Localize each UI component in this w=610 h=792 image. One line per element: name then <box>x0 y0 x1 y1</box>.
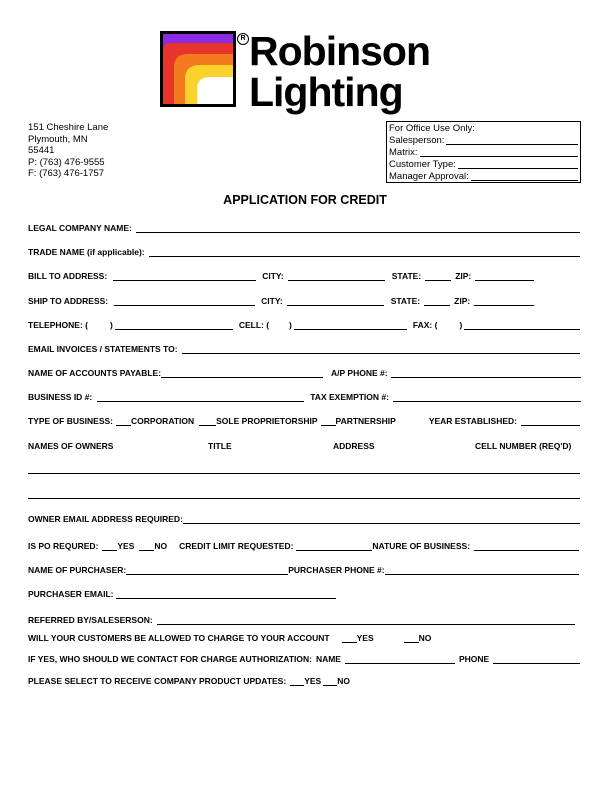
office-manager-approval-line[interactable] <box>471 171 578 181</box>
charge-no-label: NO <box>418 633 432 643</box>
brand-name-line2: Lighting <box>249 69 403 115</box>
tax-exemption-label: TAX EXEMPTION #: <box>310 392 389 402</box>
office-customer-type-line[interactable] <box>458 159 578 169</box>
bill-to-city-field[interactable] <box>288 271 385 281</box>
po-no-label: NO <box>154 541 168 551</box>
tax-exemption-field[interactable] <box>393 392 581 402</box>
owners-title-header: TITLE <box>208 441 232 451</box>
contact-question-label: IF YES, WHO SHOULD WE CONTACT FOR CHARGE AUTHORIZATION: <box>28 654 312 664</box>
po-yes-checkline[interactable] <box>102 541 117 551</box>
bill-to-zip-label: ZIP: <box>455 271 472 281</box>
updates-yes-label: YES <box>304 676 322 686</box>
legal-name-label: LEGAL COMPANY NAME: <box>28 223 132 233</box>
credit-limit-field[interactable] <box>296 541 372 551</box>
address-phone: P: (763) 476-9555 <box>28 157 105 168</box>
charge-no-checkline[interactable] <box>404 633 419 643</box>
fax-paren: ) <box>459 320 463 330</box>
updates-question-label: PLEASE SELECT TO RECEIVE COMPANY PRODUCT UPDATES: <box>28 676 287 686</box>
telephone-label: TELEPHONE: ( <box>28 320 88 330</box>
charge-question-label: WILL YOUR CUSTOMERS BE ALLOWED TO CHARGE TO YOUR ACCOUNT <box>28 633 330 643</box>
purchaser-name-label: NAME OF PURCHASER: <box>28 565 127 575</box>
bill-to-state-label: STATE: <box>391 271 422 281</box>
purchaser-phone-label: PURCHASER PHONE #: <box>288 565 385 575</box>
ship-to-address-field[interactable] <box>114 296 255 306</box>
ap-phone-field[interactable] <box>391 368 581 378</box>
fax-field[interactable] <box>464 320 580 330</box>
brand-name-line1: Robinson <box>249 28 431 74</box>
office-salesperson-label: Salesperson: <box>389 134 445 146</box>
email-invoices-field[interactable] <box>182 344 580 354</box>
ship-to-label: SHIP TO ADDRESS: <box>28 296 109 306</box>
owners-address-header: ADDRESS <box>333 441 375 451</box>
bill-to-city-label: CITY: <box>262 271 284 281</box>
bill-to-state-field[interactable] <box>425 271 451 281</box>
nature-of-business-field[interactable] <box>474 541 579 551</box>
page-title: APPLICATION FOR CREDIT <box>223 193 387 207</box>
ship-to-state-field[interactable] <box>424 296 450 306</box>
address-city: Plymouth, MN <box>28 134 88 145</box>
trade-name-label: TRADE NAME (if applicable): <box>28 247 145 257</box>
bill-to-address-field[interactable] <box>113 271 256 281</box>
charge-yes-checkline[interactable] <box>342 633 357 643</box>
purchaser-email-label: PURCHASER EMAIL: <box>28 589 114 599</box>
business-id-field[interactable] <box>97 392 304 402</box>
fax-label: FAX: ( <box>412 320 438 330</box>
owner-email-field[interactable] <box>183 514 580 524</box>
email-invoices-label: EMAIL INVOICES / STATEMENTS TO: <box>28 344 178 354</box>
po-required-label: IS PO REQURED: <box>28 541 99 551</box>
owner-line-2[interactable] <box>28 498 580 499</box>
contact-name-label: NAME <box>315 654 341 664</box>
office-matrix-line[interactable] <box>420 147 579 157</box>
referred-by-label: REFERRED BY/SALESERSON: <box>28 615 153 625</box>
partnership-checkline[interactable] <box>321 416 336 426</box>
contact-phone-field[interactable] <box>493 654 580 664</box>
purchaser-name-field[interactable] <box>126 565 288 575</box>
address-fax: F: (763) 476-1757 <box>28 168 105 179</box>
type-of-business-label: TYPE OF BUSINESS: <box>28 416 114 426</box>
office-salesperson-line[interactable] <box>446 135 578 145</box>
office-use-heading: For Office Use Only: <box>389 123 475 134</box>
cell-field[interactable] <box>294 320 407 330</box>
year-established-label: YEAR ESTABLISHED: <box>428 416 517 426</box>
owners-cell-header: CELL NUMBER (REQ'D) <box>475 441 572 451</box>
telephone-field[interactable] <box>115 320 233 330</box>
nature-of-business-label: NATURE OF BUSINESS: <box>372 541 471 551</box>
office-manager-approval-label: Manager Approval: <box>389 170 469 182</box>
ship-to-zip-label: ZIP: <box>454 296 471 306</box>
sole-prop-label: SOLE PROPRIETORSHIP <box>216 416 318 426</box>
bill-to-zip-field[interactable] <box>475 271 534 281</box>
ship-to-state-label: STATE: <box>390 296 421 306</box>
trade-name-field[interactable] <box>149 247 580 257</box>
bill-to-label: BILL TO ADDRESS: <box>28 271 108 281</box>
po-no-checkline[interactable] <box>139 541 154 551</box>
business-id-label: BUSINESS ID #: <box>28 392 93 402</box>
po-yes-label: YES <box>117 541 135 551</box>
office-customer-type-label: Customer Type: <box>389 158 456 170</box>
owner-line-1[interactable] <box>28 473 580 474</box>
telephone-paren: ) <box>109 320 113 330</box>
registered-mark: R <box>237 33 249 45</box>
cell-paren: ) <box>289 320 292 330</box>
updates-no-label: NO <box>337 676 350 686</box>
address-street: 151 Cheshire Lane <box>28 122 109 133</box>
referred-by-field[interactable] <box>157 615 575 625</box>
contact-phone-label: PHONE <box>458 654 490 664</box>
cell-label: CELL: ( <box>238 320 270 330</box>
updates-yes-checkline[interactable] <box>290 676 304 686</box>
ap-name-label: NAME OF ACCOUNTS PAYABLE: <box>28 368 162 378</box>
robinson-lighting-logo-mark <box>160 31 236 107</box>
address-zip: 55441 <box>28 145 55 156</box>
office-use-box <box>386 121 581 183</box>
updates-no-checkline[interactable] <box>323 676 337 686</box>
office-matrix-label: Matrix: <box>389 146 418 158</box>
charge-yes-label: YES <box>356 633 374 643</box>
legal-name-field[interactable] <box>136 223 580 233</box>
purchaser-email-field[interactable] <box>116 589 336 599</box>
ap-name-field[interactable] <box>161 368 323 378</box>
ship-to-city-field[interactable] <box>287 296 384 306</box>
sole-prop-checkline[interactable] <box>199 416 216 426</box>
contact-name-field[interactable] <box>345 654 455 664</box>
ship-to-zip-field[interactable] <box>474 296 534 306</box>
purchaser-phone-field[interactable] <box>385 565 579 575</box>
credit-limit-label: CREDIT LIMIT REQUESTED: <box>179 541 294 551</box>
owners-names-header: NAMES OF OWNERS <box>28 441 114 451</box>
year-established-field[interactable] <box>521 416 580 426</box>
corporation-checkline[interactable] <box>116 416 131 426</box>
owner-email-label: OWNER EMAIL ADDRESS REQUIRED: <box>28 514 183 524</box>
corporation-label: CORPORATION <box>131 416 195 426</box>
ap-phone-label: A/P PHONE #: <box>331 368 388 378</box>
partnership-label: PARTNERSHIP <box>335 416 396 426</box>
ship-to-city-label: CITY: <box>261 296 283 306</box>
